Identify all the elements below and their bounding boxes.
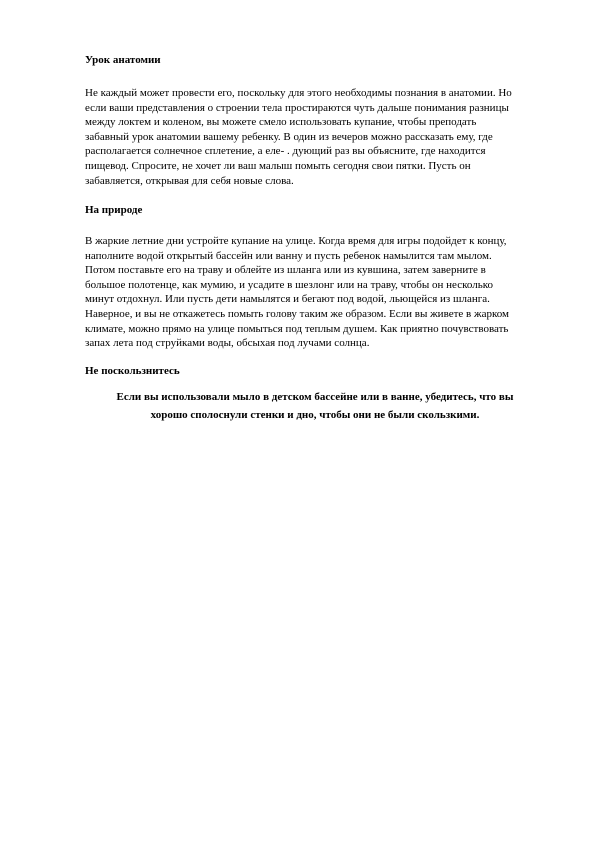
paragraph-line: наполните водой открытый бассейн или ванну и пусть ребенок намылится там мылом. — [85, 249, 492, 262]
paragraph-anatomy — [85, 86, 545, 188]
paragraph-line: между локтем и коленом, вы можете смело использовать купание, чтобы преподать — [85, 116, 477, 129]
paragraph-line: запах лета под струйками воды, обсыхая под лучами солнца. — [85, 337, 370, 350]
paragraph-line: пищевод. Спросите, не хочет ли ваш малыш помыть сегодня свои пятки. Пусть он — [85, 159, 471, 172]
paragraph-slip — [85, 388, 545, 424]
paragraph-line: Наверное, и вы не откажетесь помыть голову таким же образом. Если вы живете в жарком — [85, 307, 509, 320]
paragraph-line: хорошо сполоснули стенки и дно, чтобы они не были скользкими. — [150, 409, 480, 421]
section-title-nature: На природе — [85, 204, 143, 216]
paragraph-line: Если вы использовали мыло в детском бассейне или в ванне, убедитесь, что вы — [116, 391, 514, 403]
paragraph-line: Потом поставьте его на траву и облейте из шланга или из кувшина, затем заверните в — [85, 264, 486, 277]
paragraph-line: забавляется, открывая для себя новые слова. — [85, 174, 294, 187]
paragraph-line: забавный урок анатомии вашему ребенку. В один из вечеров можно рассказать ему, где — [85, 130, 493, 143]
paragraph-line: большое полотенце, как мумию, и усадите в шезлонг или на траву, чтобы он несколько — [85, 278, 494, 291]
paragraph-line: минут отдохнул. Или пусть дети намылятся и бегают под водой, льющейся из шланга. — [85, 293, 490, 306]
paragraph-line: располагается солнечное сплетение, а еле- . дующий раз вы объясните, где находится — [85, 145, 486, 158]
section-title-slip: Не поскользнитесь — [85, 365, 180, 377]
paragraph-line: В жаркие летние дни устройте купание на улице. Когда время для игры подойдет к концу, — [85, 235, 507, 247]
paragraph-line: Не каждый может провести его, поскольку для этого необходимы познания в анатомии. Но — [85, 87, 512, 99]
paragraph-nature — [85, 234, 545, 351]
paragraph-line: климате, можно прямо на улице помыться под теплым душем. Как приятно почувствовать — [85, 322, 509, 335]
paragraph-line: если ваши представления о строении тела простираются чуть дальше понимания разницы — [85, 101, 509, 114]
section-title-anatomy: Урок анатомии — [85, 54, 161, 66]
